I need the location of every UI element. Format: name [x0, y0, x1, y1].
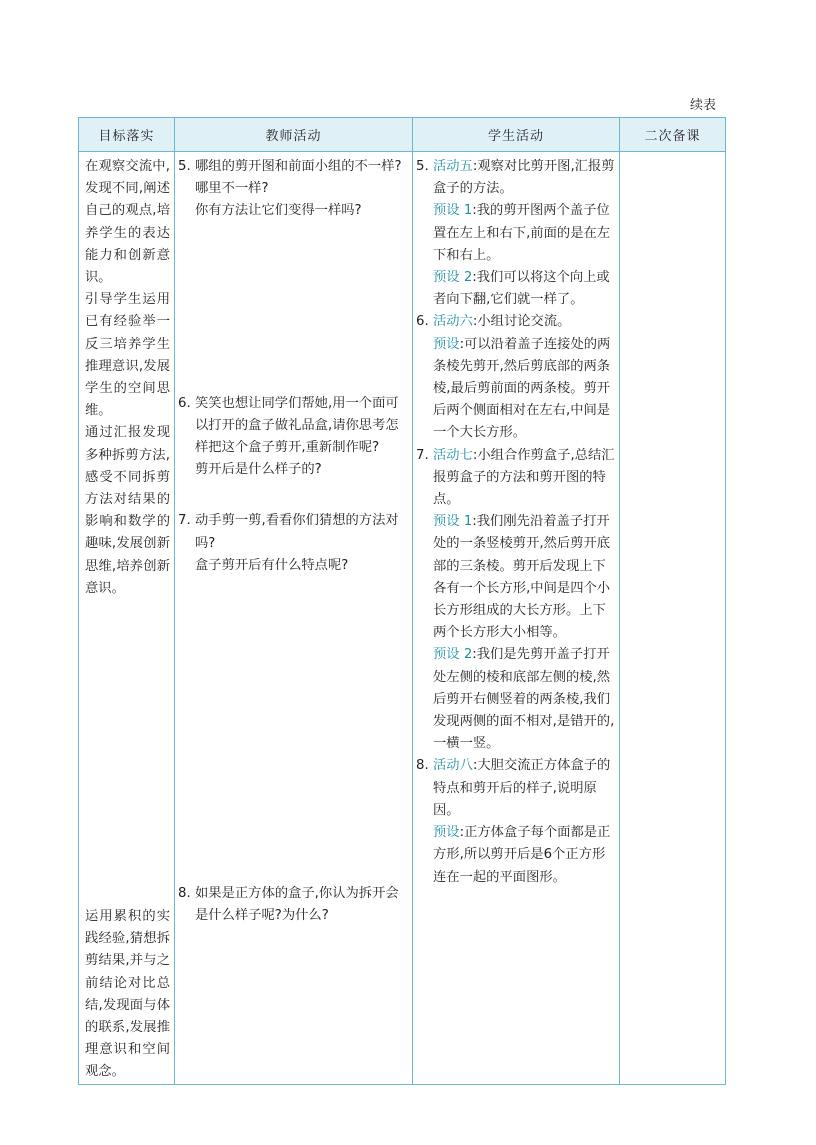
preset-label: 预设 2 — [433, 270, 473, 286]
preset-label: 预设 — [433, 336, 460, 352]
teacher-text: 哪组的剪开图和前面小组的不一样?哪里不一样? — [195, 159, 402, 197]
preset-text: :正方体盒子每个面都是正方形,所以剪开后是6个正方形连在一起的平面图形。 — [433, 825, 611, 885]
goal-item: 运用累积的实践经验,猜想拆剪结果,并与之前结论对比总结,发现面与体的联系,发展推理意识和空间观念。 — [85, 909, 170, 1080]
activity-label: 活动七 — [433, 447, 473, 463]
item-number: 5. — [416, 159, 429, 174]
item-number: 8. — [178, 886, 191, 902]
item-number: 5. — [178, 159, 191, 174]
preset-label: 预设 1 — [433, 203, 473, 219]
teacher-text: 如果是正方体的盒子,你认为拆开会是什么样子呢?为什么? — [195, 886, 399, 924]
teacher-text: 你有方法让它们变得一样吗? — [195, 203, 362, 219]
activity-text: :观察对比剪开图,汇报剪盒子的方法。 — [433, 159, 615, 197]
header-notes: 二次备课 — [620, 118, 726, 152]
item-number: 8. — [416, 758, 429, 774]
student-item — [416, 445, 616, 756]
header-student: 学生活动 — [413, 118, 620, 152]
activity-label: 活动五 — [433, 159, 473, 174]
teacher-item — [178, 156, 409, 223]
continued-label: 续表 — [690, 98, 717, 113]
item-number: 6. — [178, 395, 191, 411]
preset-text: :我的剪开图两个盖子位置在左上和右下,前面的是在左下和右上。 — [433, 203, 611, 263]
preset-text: :我们刚先沿着盖子打开处的一条竖棱剪开,然后剪开底部的三条棱。剪开后发现上下各有一个长方形,中间是四个小长方形组成的大长方形。上下两个长方形大小相等。 — [433, 514, 611, 641]
item-number: 7. — [178, 513, 191, 529]
preset-text: :可以沿着盖子连接处的两条棱先剪开,然后剪底部的两条棱,最后剪前面的两条棱。剪开后两个侧面相对在左右,中间是一个大长方形。 — [433, 336, 611, 441]
activity-text: :小组讨论交流。 — [472, 314, 571, 330]
activity-text: :大胆交流正方体盒子的特点和剪开后的样子,说明原因。 — [433, 758, 611, 818]
teacher-text: 盒子剪开后有什么特点呢? — [195, 557, 349, 573]
item-number: 7. — [416, 447, 429, 463]
table-header-row — [79, 118, 726, 152]
teacher-cell — [175, 152, 413, 1085]
goal-item: 引导学生运用已有经验举一反三培养学生推理意识,发展学生的空间思维。 — [85, 292, 170, 419]
goal-item: 在观察交流中,发现不同,阐述自己的观点,培养学生的表达能力和创新意识。 — [85, 159, 170, 286]
teacher-item — [178, 883, 409, 927]
student-cell — [413, 152, 620, 1085]
preset-label: 预设 2 — [433, 647, 473, 663]
goal-item: 通过汇报发现多种拆剪方法,感受不同拆剪方法对结果的影响和数学的趣味,发展创新思维,培养创新意识。 — [85, 425, 170, 596]
header-goals: 目标落实 — [79, 118, 175, 152]
lesson-plan-table — [78, 117, 726, 1085]
student-item — [416, 311, 616, 444]
goals-cell — [79, 152, 175, 1085]
item-number: 6. — [416, 314, 429, 330]
activity-text: :小组合作剪盒子,总结汇报剪盒子的方法和剪开图的特点。 — [433, 447, 615, 508]
header-teacher: 教师活动 — [175, 118, 413, 152]
teacher-text: 剪开后是什么样子的? — [195, 462, 322, 478]
teacher-item — [178, 510, 409, 577]
teacher-item — [178, 393, 409, 482]
activity-label: 活动八 — [433, 758, 473, 774]
preset-label: 预设 — [433, 825, 460, 841]
student-item — [416, 755, 616, 888]
activity-label: 活动六 — [433, 314, 473, 330]
preset-text: :我们是先剪开盖子打开处左侧的棱和底部左侧的棱,然后剪开右侧竖着的两条棱,我们发现两侧的面不相对,是错开的,一横一竖。 — [433, 647, 615, 752]
teacher-text: 笑笑也想让同学们帮她,用一个面可以打开的盒子做礼品盒,请你思考怎样把这个盒子剪开,重新制作呢? — [195, 395, 399, 456]
teacher-text: 动手剪一剪,看看你们猜想的方法对吗? — [195, 513, 399, 551]
preset-text: :我们可以将这个向上或者向下翻,它们就一样了。 — [433, 270, 610, 308]
student-item — [416, 156, 616, 311]
notes-cell — [620, 152, 726, 1085]
preset-label: 预设 1 — [433, 514, 473, 530]
table-row — [79, 152, 726, 1085]
